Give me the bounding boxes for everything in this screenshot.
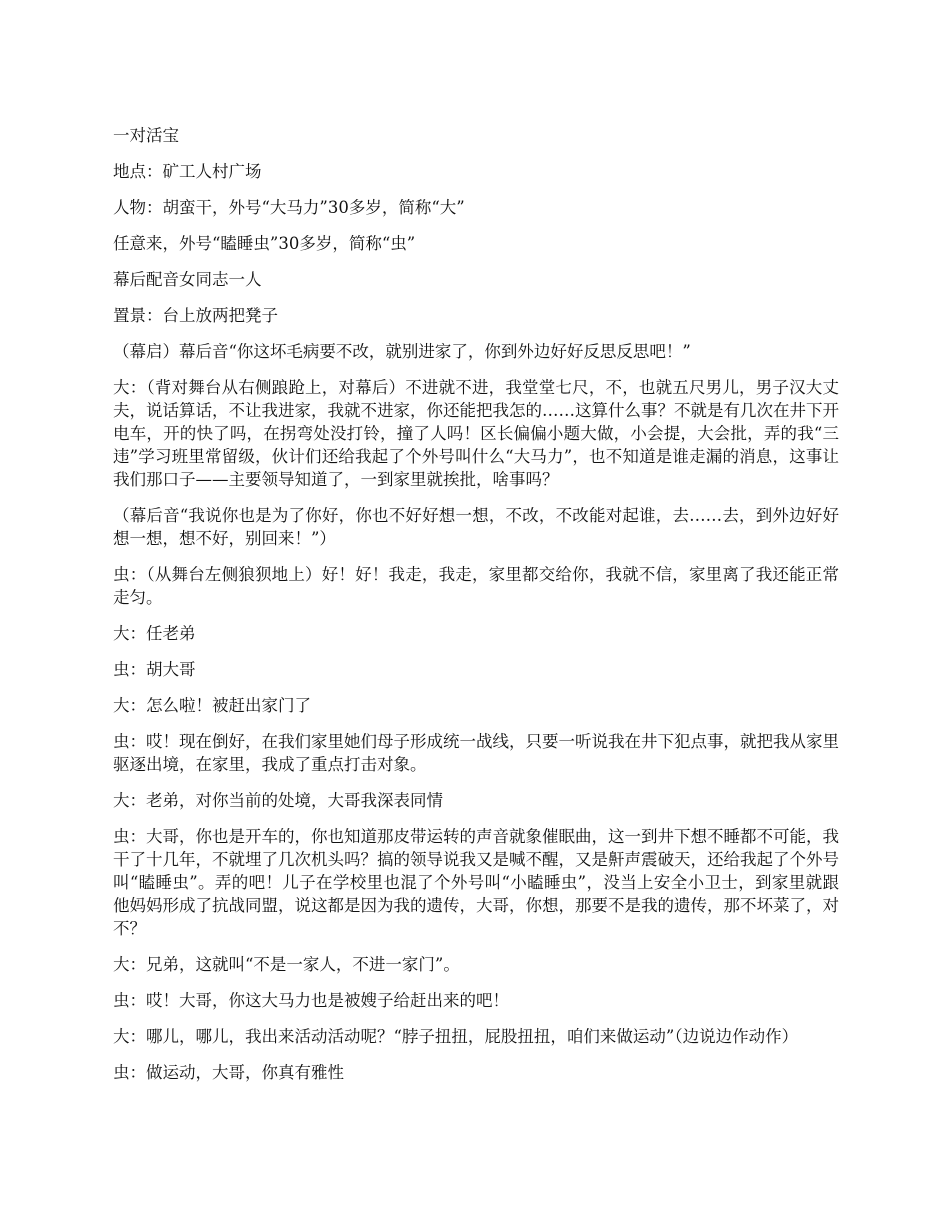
paragraph-location: 地点：矿工人村广场 [113, 162, 262, 181]
document-body [113, 124, 839, 1097]
paragraph-setting: 置景：台上放两把凳子 [113, 306, 278, 325]
paragraph-curtain: （幕启）幕后音“你这坏毛病要不改，就别进家了，你到外边好好反思反思吧！” [113, 342, 691, 361]
dialogue-line: （幕后音“我说你也是为了你好，你也不好好想一想，不改，不改能对起谁，去……去，到外边好好想一想，想不好，别回来！”） [113, 506, 839, 548]
dialogue-line: 大：（背对舞台从右侧踉跄上，对幕后）不进就不进，我堂堂七尺，不，也就五尺男儿，男子汉大丈夫，说话算话，不让我进家，我就不进家，你还能把我怎的……这算什么事？不就是有几次在井下开电车，开的快了吗，在拐弯处没打铃，撞了人吗！区长偏偏小题大做，小会提，大会批，弄的我“三违”学习班里常留级，伙计们还给我起了个外号叫什么“大马力”，也不知道是谁走漏的消息，这事让我们那口子——主要领导知道了，一到家里就挨批，啥事吗？ [113, 378, 839, 489]
document-title: 一对活宝 [113, 126, 179, 145]
dialogue-line: 大：怎么啦！被赶出家门了 [113, 696, 311, 715]
dialogue-line: 大：哪儿，哪儿，我出来活动活动呢？“脖子扭扭，屁股扭扭，咱们来做运动”（边说边作动作） [113, 1027, 799, 1046]
dialogue-line: 虫：大哥，你也是开车的，你也知道那皮带运转的声音就象催眠曲，这一到井下想不睡都不可能，我干了十几年，不就埋了几次机头吗？搞的领导说我又是喊不醒，又是鼾声震破天，还给我起了个外号叫“瞌睡虫”。弄的吧！儿子在学校里也混了个外号叫“小瞌睡虫”，没当上安全小卫士，到家里就跟他妈妈形成了抗战同盟，说这都是因为我的遗传，大哥，你想，那要不是我的遗传，那不坏菜了，对不？ [113, 827, 839, 938]
dialogue-line: 虫：（从舞台左侧狼狈地上）好！好！我走，我走，家里都交给你，我就不信，家里离了我还能正常走匀。 [113, 565, 839, 607]
dialogue-line: 虫：哎！大哥，你这大马力也是被嫂子给赶出来的吧！ [113, 991, 509, 1010]
paragraph-character-1: 人物：胡蛮干，外号“大马力”30多岁，简称“大” [113, 198, 465, 217]
dialogue-line: 虫：哎！现在倒好，在我们家里她们母子形成统一战线，只要一听说我在井下犯点事，就把我从家里驱逐出境，在家里，我成了重点打击对象。 [113, 732, 839, 774]
paragraph-character-2: 任意来，外号“瞌睡虫”30多岁，简称“虫” [113, 234, 416, 253]
dialogue-line: 虫：做运动，大哥，你真有雅性 [113, 1063, 344, 1082]
dialogue-line: 虫：胡大哥 [113, 660, 196, 679]
dialogue-line: 大：兄弟，这就叫“不是一家人，不进一家门”。 [113, 955, 460, 974]
dialogue-line: 大：任老弟 [113, 624, 196, 643]
paragraph-character-3: 幕后配音女同志一人 [113, 270, 262, 289]
dialogue-line: 大：老弟，对你当前的处境，大哥我深表同情 [113, 791, 443, 810]
